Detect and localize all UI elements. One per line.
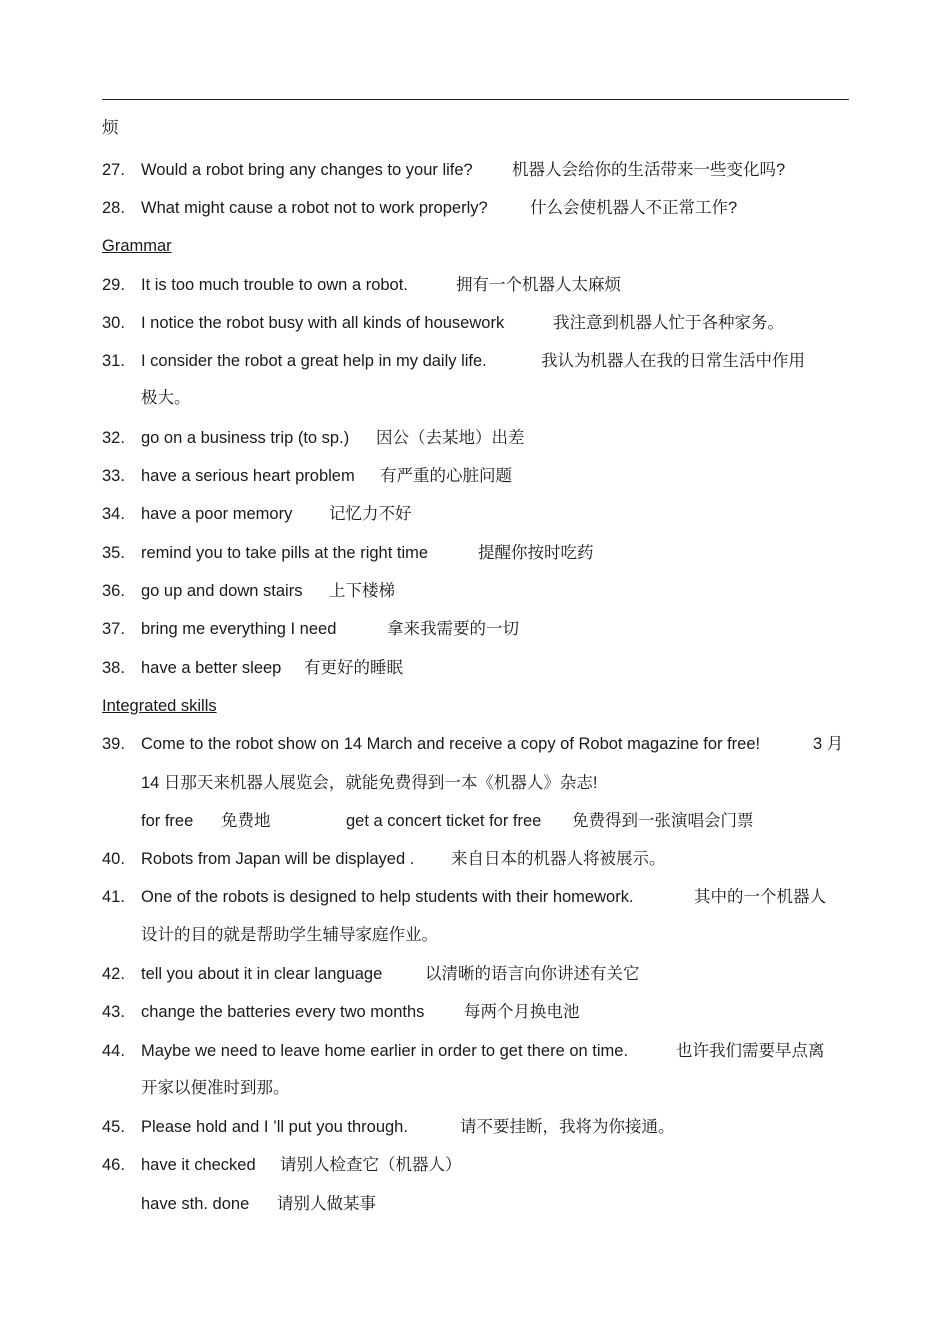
extra-chinese: 免费得到一张演唱会门票 xyxy=(572,812,754,830)
item-number: 36. xyxy=(102,582,125,600)
item-chinese: 来自日本的机器人将被展示。 xyxy=(451,850,666,868)
item-number: 44. xyxy=(102,1042,125,1060)
item-english: tell you about it in clear language xyxy=(141,965,383,983)
item-chinese: 拿来我需要的一切 xyxy=(387,620,519,638)
section-heading-integrated-skills: Integrated skills xyxy=(102,697,217,715)
item-english: have a poor memory xyxy=(141,505,293,523)
item-english: have it checked xyxy=(141,1156,256,1174)
item-chinese: 也许我们需要早点离 xyxy=(676,1042,825,1060)
item-number: 38. xyxy=(102,659,125,677)
item-chinese: 有严重的心脏问题 xyxy=(380,467,512,485)
item-english: have a serious heart problem xyxy=(141,467,355,485)
item-number: 28. xyxy=(102,199,125,217)
item-number: 27. xyxy=(102,161,125,179)
item-number: 29. xyxy=(102,276,125,294)
item-chinese-continued: 开家以便准时到那。 xyxy=(141,1079,290,1097)
item-english: change the batteries every two months xyxy=(141,1003,425,1021)
item-english: I consider the robot a great help in my daily life. xyxy=(141,352,487,370)
item-chinese: 拥有一个机器人太麻烦 xyxy=(456,276,621,294)
item-chinese: 以清晰的语言向你讲述有关它 xyxy=(425,965,640,983)
item-number: 37. xyxy=(102,620,125,638)
item-number: 30. xyxy=(102,314,125,332)
item-chinese: 我注意到机器人忙于各种家务。 xyxy=(553,314,784,332)
item-english: What might cause a robot not to work properly? xyxy=(141,199,488,217)
extra-english: have sth. done xyxy=(141,1195,250,1213)
item-english: remind you to take pills at the right time xyxy=(141,544,429,562)
item-chinese: 什么会使机器人不正常工作? xyxy=(530,199,738,217)
item-english: Robots from Japan will be displayed . xyxy=(141,850,415,868)
extra-chinese: 请别人做某事 xyxy=(277,1195,376,1213)
item-number: 41. xyxy=(102,888,125,906)
item-chinese: 上下楼梯 xyxy=(329,582,395,600)
item-chinese: 3 月 xyxy=(813,735,844,753)
item-number: 31. xyxy=(102,352,125,370)
item-english: Come to the robot show on 14 March and receive a copy of Robot magazine for free! xyxy=(141,735,761,753)
top-fragment: 烦 xyxy=(102,119,119,137)
item-english: One of the robots is designed to help students with their homework. xyxy=(141,888,634,906)
item-number: 32. xyxy=(102,429,125,447)
item-chinese-continued: 设计的目的就是帮助学生辅导家庭作业。 xyxy=(141,926,438,944)
item-number: 33. xyxy=(102,467,125,485)
item-number: 40. xyxy=(102,850,125,868)
item-english: I notice the robot busy with all kinds of housework xyxy=(141,314,505,332)
item-english: bring me everything I need xyxy=(141,620,337,638)
extra-chinese: 免费地 xyxy=(221,812,271,830)
item-chinese: 提醒你按时吃药 xyxy=(478,544,594,562)
item-chinese: 记忆力不好 xyxy=(329,505,412,523)
extra-english: get a concert ticket for free xyxy=(346,812,542,830)
item-chinese: 因公（去某地）出差 xyxy=(376,429,525,447)
item-chinese: 请别人检查它（机器人） xyxy=(280,1156,462,1174)
item-chinese: 机器人会给你的生活带来一些变化吗? xyxy=(512,161,786,179)
item-chinese: 请不要挂断，我将为你接通。 xyxy=(460,1118,675,1136)
header-rule xyxy=(102,99,849,100)
item-number: 42. xyxy=(102,965,125,983)
item-chinese-continued: 14 日那天来机器人展览会，就能免费得到一本《机器人》杂志! xyxy=(141,774,598,792)
item-english: go up and down stairs xyxy=(141,582,303,600)
item-chinese-continued: 极大。 xyxy=(141,389,191,407)
item-number: 45. xyxy=(102,1118,125,1136)
item-english: Would a robot bring any changes to your life? xyxy=(141,161,473,179)
item-number: 43. xyxy=(102,1003,125,1021)
section-heading-grammar: Grammar xyxy=(102,237,172,255)
item-english: Please hold and I ’ll put you through. xyxy=(141,1118,408,1136)
item-number: 34. xyxy=(102,505,125,523)
item-chinese: 其中的一个机器人 xyxy=(694,888,826,906)
item-number: 39. xyxy=(102,735,125,753)
item-number: 46. xyxy=(102,1156,125,1174)
extra-english: for free xyxy=(141,812,194,830)
item-chinese: 每两个月换电池 xyxy=(464,1003,580,1021)
item-english: have a better sleep xyxy=(141,659,282,677)
item-chinese: 有更好的睡眠 xyxy=(304,659,403,677)
item-english: Maybe we need to leave home earlier in order to get there on time. xyxy=(141,1042,629,1060)
item-english: go on a business trip (to sp.) xyxy=(141,429,350,447)
item-english: It is too much trouble to own a robot. xyxy=(141,276,408,294)
item-number: 35. xyxy=(102,544,125,562)
item-chinese: 我认为机器人在我的日常生活中作用 xyxy=(541,352,805,370)
